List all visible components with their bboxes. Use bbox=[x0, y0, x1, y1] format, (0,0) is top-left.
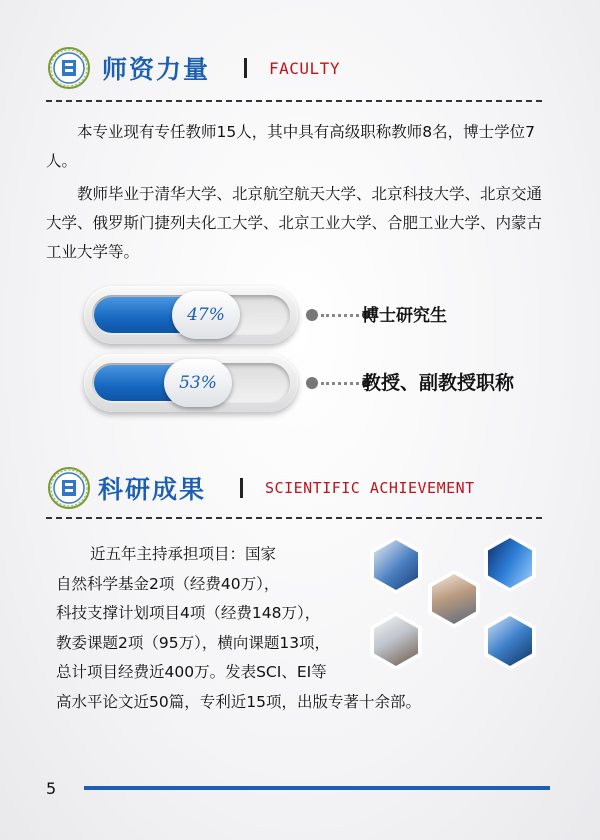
research-line: 总计项目经费近400万。发表SCI、EI等 bbox=[56, 663, 327, 681]
phd-label: 博士研究生 bbox=[362, 306, 447, 326]
faculty-title: 师资力量 bbox=[102, 55, 211, 84]
hex-image-fill bbox=[488, 538, 532, 588]
connector-line bbox=[321, 382, 359, 385]
connector-dot bbox=[306, 309, 318, 321]
connector-dot bbox=[306, 377, 318, 389]
faculty-paragraph-1: 本专业现有专任教师15人，其中具有高级职称教师8名，博士学位7人。 bbox=[46, 123, 535, 170]
hex-image-handshake bbox=[370, 612, 422, 670]
title-divider bbox=[244, 58, 247, 78]
hex-image-fill bbox=[488, 616, 532, 666]
research-line: 高水平论文近50篇，专利近15项，出版专著十余部。 bbox=[56, 692, 421, 711]
dotted-connector bbox=[306, 309, 370, 321]
hex-image-globe bbox=[484, 612, 536, 670]
university-logo-icon bbox=[48, 47, 90, 89]
footer-line bbox=[84, 786, 550, 790]
research-hexagon-images bbox=[370, 528, 560, 678]
professor-label: 教授、副教授职称 bbox=[362, 372, 515, 394]
progress-knob: 53% bbox=[164, 359, 232, 407]
phd-progress-bar bbox=[84, 286, 298, 344]
page-number: 5 bbox=[46, 779, 57, 798]
hex-image-fill bbox=[374, 540, 418, 590]
hex-image-fill bbox=[432, 574, 476, 624]
progress-knob: 47% bbox=[172, 291, 240, 339]
title-divider bbox=[240, 478, 243, 498]
faculty-header bbox=[48, 46, 340, 90]
professor-progress-bar bbox=[84, 354, 298, 412]
hex-image-fill bbox=[374, 616, 418, 666]
hex-image-meeting bbox=[428, 570, 480, 628]
connector-line bbox=[321, 314, 359, 317]
faculty-title-en: FACULTY bbox=[269, 58, 340, 78]
research-line: 自然科学基金2项（经费40万）， bbox=[56, 574, 280, 593]
research-title-en: SCIENTIFIC ACHIEVEMENT bbox=[265, 479, 475, 497]
research-header bbox=[48, 466, 475, 510]
dotted-connector bbox=[306, 377, 370, 389]
hex-image-tech bbox=[484, 534, 536, 592]
faculty-dashed-line bbox=[46, 100, 542, 102]
hex-image-charts bbox=[370, 536, 422, 594]
research-title: 科研成果 bbox=[98, 475, 207, 504]
research-line: 科技支撑计划项目4项（经费148万）， bbox=[56, 604, 321, 622]
research-line: 近五年主持承担项目：国家 bbox=[90, 545, 277, 563]
university-logo-icon bbox=[48, 467, 90, 509]
faculty-paragraph-2: 教师毕业于清华大学、北京航空航天大学、北京科技大学、北京交通大学、俄罗斯门捷列夫化工大学、北京工业大学、合肥工业大学、内蒙古工业大学等。 bbox=[46, 185, 543, 261]
research-dashed-line bbox=[46, 517, 542, 519]
research-line: 教委课题2项（95万），横向课题13项， bbox=[56, 633, 331, 652]
